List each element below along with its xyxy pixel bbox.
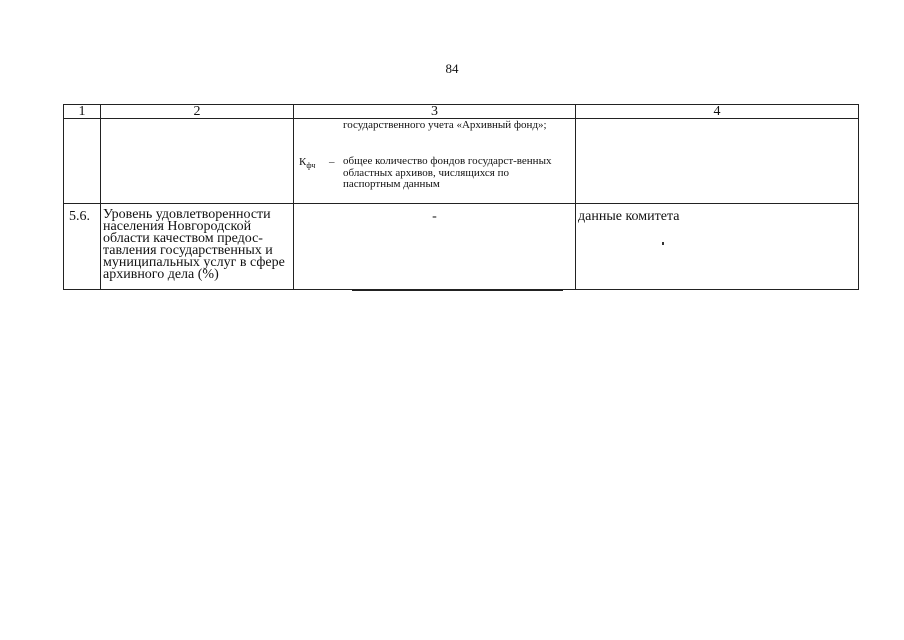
column-header-3: 3 [294,105,576,119]
column-header-2: 2 [101,105,294,119]
definition-dash: – [329,156,335,168]
continuation-text: государственного учета «Архивный фонд»; [343,119,547,131]
calculation-method: - [294,204,576,290]
row-number: 5.6. [64,204,101,290]
page-number: 84 [445,61,459,76]
end-separator-line [352,290,563,291]
column-header-4: 4 [576,105,859,119]
formula-symbol [299,156,315,170]
table-row-5-6 [64,204,859,290]
cell-indicator-empty [101,119,294,204]
formula-symbol-letter: К [299,156,307,168]
formula-symbol-subscript: фч [306,161,316,171]
cell-method-continuation [294,119,576,204]
cell-source-empty [576,119,859,204]
column-header-1: 1 [64,105,101,119]
data-source: данные комитета [576,204,859,290]
symbol-definition: общее количество фондов государст-венных областных архивов, числящихся по паспортным данным [343,155,552,190]
scan-speck [662,242,664,245]
indicator-name: Уровень удовлетворенности населения Новгородской области качеством предос-тавления государственных и муниципальных услуг в сфере архивного дела (%) [101,204,294,290]
cell-number-empty [64,119,101,204]
indicators-table [63,104,859,290]
table-row-continuation [64,119,859,204]
table-header-row [64,105,859,119]
